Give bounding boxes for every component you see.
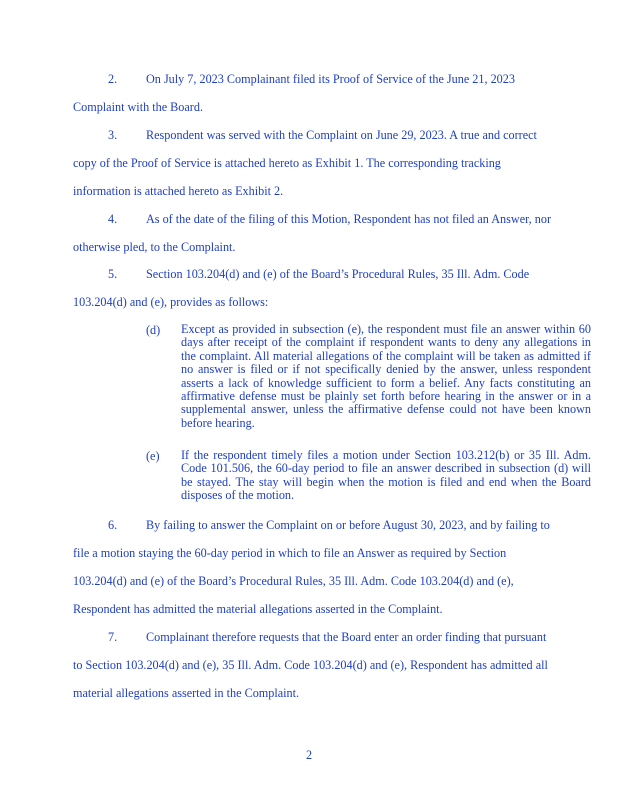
paragraph-line: Section 103.204(d) and (e) of the Board’s Procedural Rules, 35 Ill. Adm. Code	[146, 267, 530, 281]
paragraph-line: Respondent was served with the Complaint on June 29, 2023. A true and correct	[146, 128, 537, 142]
quote-text: Except as provided in subsection (e), the respondent must file an answer within 60 days after receipt of the complaint if respondent wants to deny any allegations in the complaint. All material allegations of the complaint will be taken as admitted if no answer is filed or if not specifically denied by the answer, unless respondent asserts a lack of knowledge sufficient to form a belief. Any facts constituting an affirmative defense must be plainly set forth before hearing in the answer or in a supplemental answer, unless the affirmative defense could not have been known before hearing.	[181, 322, 591, 430]
paragraph-line: By failing to answer the Complaint on or before August 30, 2023, and by failing to	[146, 518, 550, 532]
paragraph-number: 7.	[108, 630, 118, 644]
paragraph-line: copy of the Proof of Service is attached hereto as Exhibit 1. The corresponding tracking	[73, 156, 501, 170]
paragraph-line: Complainant therefore requests that the Board enter an order finding that pursuant	[146, 630, 547, 644]
page-number: 2	[305, 748, 313, 762]
paragraph-line: information is attached hereto as Exhibit 2.	[73, 184, 284, 198]
quote-label: (d)	[146, 323, 161, 337]
paragraph-number: 3.	[108, 128, 118, 142]
paragraph-number: 4.	[108, 212, 118, 226]
paragraph-line: Respondent has admitted the material allegations asserted in the Complaint.	[73, 602, 443, 616]
paragraph-number: 6.	[108, 518, 118, 532]
paragraph-line: otherwise pled, to the Complaint.	[73, 240, 236, 254]
paragraph-line: to Section 103.204(d) and (e), 35 Ill. Adm. Code 103.204(d) and (e), Respondent has admitted all	[73, 658, 548, 672]
paragraph-line: 103.204(d) and (e), provides as follows:	[73, 295, 269, 309]
paragraph-line: On July 7, 2023 Complainant filed its Proof of Service of the June 21, 2023	[146, 72, 515, 86]
paragraph-number: 5.	[108, 267, 118, 281]
paragraph-line: Complaint with the Board.	[73, 100, 203, 114]
paragraph-line: file a motion staying the 60-day period in which to file an Answer as required by Section	[73, 546, 507, 560]
quote-label: (e)	[146, 449, 160, 463]
paragraph-line: material allegations asserted in the Complaint.	[73, 686, 300, 700]
paragraph-number: 2.	[108, 72, 118, 86]
paragraph-line: As of the date of the filing of this Motion, Respondent has not filed an Answer, nor	[146, 212, 552, 226]
quote-text: If the respondent timely files a motion under Section 103.212(b) or 35 Ill. Adm. Code 101.506, the 60-day period to file an answer described in subsection (d) will be stayed. The stay will begin when the motion is filed and end when the Board disposes of the motion.	[181, 448, 591, 503]
paragraph-line: 103.204(d) and (e) of the Board’s Procedural Rules, 35 Ill. Adm. Code 103.204(d) and (e),	[73, 574, 514, 588]
